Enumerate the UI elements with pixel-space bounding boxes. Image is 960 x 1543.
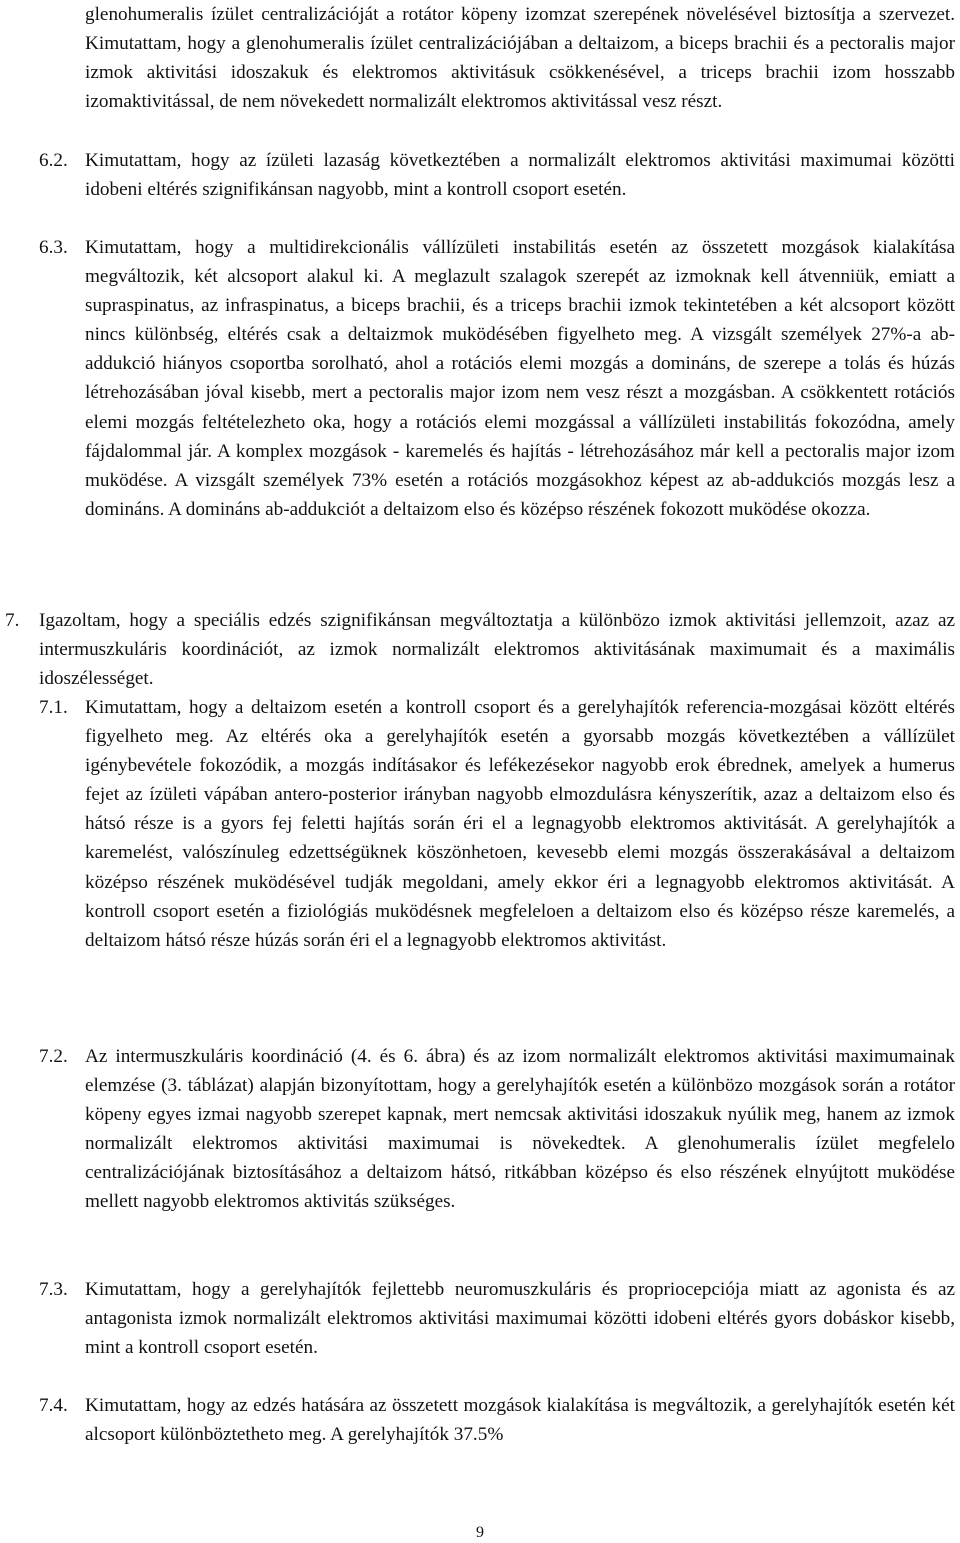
item-text-7-2: Az intermuszkuláris koordináció (4. és 6. ábra) és az izom normalizált elektromos aktivitási maximumainak elemzése (3. táblázat) alapján bizonyítottam, hogy a gerelyhajítók esetén a különbözo mozgások során a rotátor köpeny egyes izmai nagyobb szerepet kapnak, mert nemcsak aktivitási idoszakuk nyúlik meg, hanem az izmok normalizált elektromos aktivitási maximumai is növekedtek. A glenohumeralis ízület megfelelo centralizációjának biztosításához a deltaizom hátsó, ritkábban középso és elso részének elnyújtott muködése mellett nagyobb elektromos aktivitás szükséges.: [85, 1046, 955, 1213]
item-number-6-2: 6.2.: [39, 150, 68, 171]
item-number-7-3: 7.3.: [39, 1279, 68, 1300]
item-text-6-2: Kimutattam, hogy az ízületi lazaság következtében a normalizált elektromos aktivitási maximumai közötti idobeni eltérés szignifikánsan nagyobb, mint a kontroll csoport esetén.: [85, 150, 955, 201]
item-text-7: Igazoltam, hogy a speciális edzés szignifikánsan megváltoztatja a különbözo izmok aktivitási jellemzoit, azaz az intermuszkuláris koordinációt, az izmok normalizált elektromos aktivitásának maximumait és a maximális idoszélességet.: [39, 610, 955, 690]
item-number-7: 7.: [5, 610, 20, 631]
item-text-6-3: Kimutattam, hogy a multidirekcionális vállízületi instabilitás esetén az összetett mozgások kialakítása megváltozik, két alcsoport alakul ki. A meglazult szalagok szerepét az izmoknak kell átvenniük, emiatt a supraspinatus, az infraspinatus, a biceps brachii, és a triceps brachii izmok tekintetében a két alcsoport között nincs különbség, eltérés csak a deltaizmok muködésében figyelheto meg. A vizsgált személyek 27%-a ab-addukció hiányos csoportba sorolható, ahol a rotációs elemi mozgás a domináns, de szerepe a tolás és húzás létrehozásában jóval kisebb, mert a pectoralis major izom nem vesz részt a mozgásban. A csökkentett rotációs elemi mozgás feltételezheto oka, hogy a rotációs elemi mozgással a vállízületi instabilitás fokozódna, amely fájdalommal jár. A komplex mozgások - karemelés és hajítás - létrehozásához már kell a pectoralis major izom muködése. A vizsgált személyek 73% esetén a rotációs mozgásokhoz képest az ab-addukciós mozgás lesz a domináns. A domináns ab-addukciót a deltaizom elso és középso részének fokozott muködése okozza.: [85, 237, 955, 520]
page-number: 9: [476, 1524, 484, 1541]
item-text-7-1: Kimutattam, hogy a deltaizom esetén a kontroll csoport és a gerelyhajítók referencia-mozgásai között eltérés figyelheto meg. Az eltérés oka a gerelyhajítók esetén a gyorsabb mozgás következtében a vállízület igénybevétele fokozódik, a mozgás indításakor és lefékezésekor nagyobb erok ébrednek, amelyek a humerus fejet az ízületi vápában antero-posterior irányban nagyobb elmozdulásra kényszerítik, azaz a deltaizom elso és hátsó része is a gyors fej feletti hajítás során éri el a legnagyobb elektromos aktivitását. A gerelyhajítók a karemelést, valószínuleg edzettségüknek köszönhetoen, kevesebb elemi mozgás összerakásával a deltaizom középso részének muködésével tudják megoldani, amely ekkor éri a legnagyobb elektromos aktivitását. A kontroll csoport esetén a fiziológiás muködésnek megfeleloen a deltaizom elso és középso része karemelés, a deltaizom hátsó része húzás során éri el a legnagyobb elektromos aktivitást.: [85, 697, 955, 951]
item-number-7-2: 7.2.: [39, 1046, 68, 1067]
item-number-7-1: 7.1.: [39, 697, 68, 718]
item-number-7-4: 7.4.: [39, 1395, 68, 1416]
item-text-7-4: Kimutattam, hogy az edzés hatására az összetett mozgások kialakítása is megváltozik, a gerelyhajítók esetén két alcsoport különböztetheto meg. A gerelyhajítók 37.5%: [85, 1395, 955, 1446]
item-number-6-3: 6.3.: [39, 237, 68, 258]
paragraph-6-1-continuation: glenohumeralis ízület centralizációját a rotátor köpeny izomzat szerepének növelésével biztosítja a szervezet. Kimutattam, hogy a glenohumeralis ízület centralizációjában a deltaizom, a biceps brachii és a pectoralis major izmok aktivitási idoszakuk és elektromos aktivitásuk csökkenésével, a triceps brachii izom hosszabb izomaktivitással, de nem növekedett normalizált elektromos aktivitással vesz részt.: [85, 4, 955, 113]
item-text-7-3: Kimutattam, hogy a gerelyhajítók fejlettebb neuromuszkuláris és propriocepciója miatt az agonista és az antagonista izmok normalizált elektromos aktivitási maximumai közötti idobeni eltérés gyors dobáskor kisebb, mint a kontroll csoport esetén.: [85, 1279, 955, 1359]
